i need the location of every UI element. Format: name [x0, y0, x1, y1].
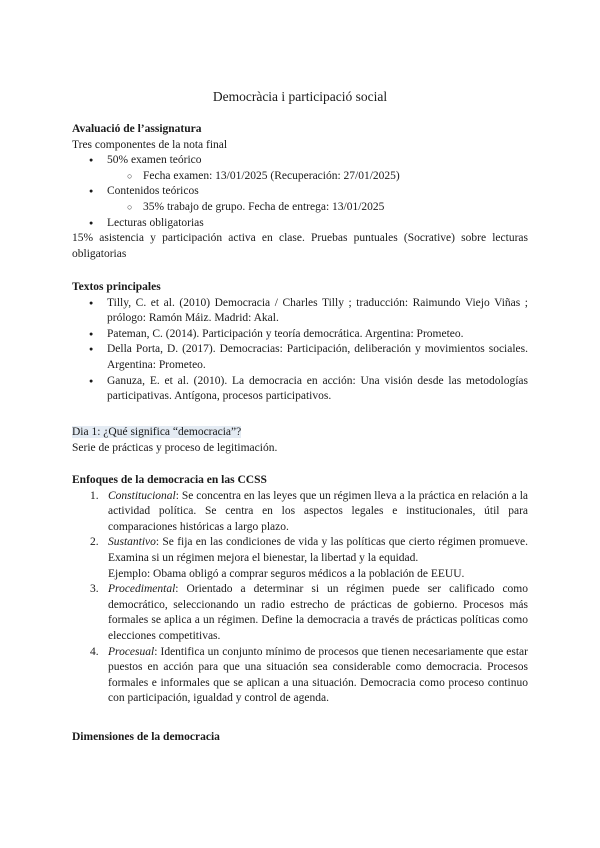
- approach-text: : Se fija en las condiciones de vida y las políticas que cierto régimen promueve. Examina si un régimen mejora el bienestar, la libertad y la equidad.: [108, 536, 528, 564]
- day1-section: [72, 425, 528, 456]
- approach-item: [72, 535, 528, 582]
- approach-term: Procesual: [108, 645, 155, 658]
- evaluation-intro: Tres componentes de la nota final: [72, 138, 228, 151]
- approach-term: Procedimental: [108, 583, 176, 596]
- approaches-heading: Enfoques de la democracia en las CCSS: [72, 474, 267, 486]
- page-title: Democràcia i participació social: [212, 89, 388, 104]
- reference-item: ● Ganuza, E. et al. (2010). La democracia en acción: Una visión desde las metodologías participativas. Antígona, procesos participativos.: [72, 374, 528, 405]
- dimensions-section: [72, 730, 528, 746]
- evaluation-item: ● Lecturas obligatorias: [72, 216, 528, 232]
- approach-text: : Orientado a determinar si un régimen puede ser calificado como democrático, seleccionando un radio estrecho de prácticas de gobierno. Procesos más formales se aplica a un régimen. Define la democracia a través de prácticas políticas como elecciones competitivas.: [108, 583, 528, 642]
- evaluation-subitem: ○ Fecha examen: 13/01/2025 (Recuperación: 27/01/2025): [72, 169, 528, 185]
- approach-item: [72, 645, 528, 707]
- approach-example: Ejemplo: Obama obligó a comprar seguros médicos a la población de EEUU.: [108, 567, 465, 580]
- approach-number: 1.: [90, 489, 99, 502]
- approach-text: : Se concentra en las leyes que un régimen lleva a la práctica en relación a la actividad política. Se centra en los aspectos legales e institucionales, útil para comparaciones históricas a largo plazo.: [108, 489, 528, 533]
- evaluation-note: 15% asistencia y participación activa en clase. Pruebas puntuales (Socrative) sobre lecturas obligatorias: [72, 232, 528, 260]
- evaluation-section: [72, 122, 528, 262]
- reference-item: ● Tilly, C. et al. (2010) Democracia / Charles Tilly ; traducción: Raimundo Viejo Viñas ; prólogo: Ramón Máiz. Madrid: Akal.: [72, 296, 528, 327]
- reference-item: ● Della Porta, D. (2017). Democracias: Participación, deliberación y movimientos sociales. Argentina: Prometeo.: [72, 342, 528, 373]
- evaluation-heading: Avaluació de l’assignatura: [72, 123, 202, 135]
- approach-number: 4.: [90, 645, 99, 658]
- approach-term: Constitucional: [108, 489, 176, 502]
- dimensions-heading: Dimensiones de la democracia: [72, 731, 220, 743]
- approach-item: [72, 489, 528, 536]
- texts-list: [72, 296, 528, 405]
- evaluation-item: ● 50% examen teórico: [72, 153, 528, 169]
- evaluation-subitem: ○ 35% trabajo de grupo. Fecha de entrega: 13/01/2025: [72, 200, 528, 216]
- approach-number: 2.: [90, 536, 99, 549]
- approach-text: : Identifica un conjunto mínimo de procesos que tienen necesariamente que estar puestos en acción para que una situación sea considerable como democracia. Procesos formales e informales que se aplican a una situación. Democracia como proceso continuo con participación, igualdad y control de agenda.: [108, 645, 528, 705]
- evaluation-item: ● Contenidos teóricos: [72, 184, 528, 200]
- approach-term: Sustantivo: [108, 536, 156, 549]
- approach-number: 3.: [90, 583, 99, 596]
- day1-text: Serie de prácticas y proceso de legitimación.: [72, 441, 278, 454]
- approaches-section: [72, 473, 528, 707]
- texts-heading: Textos principales: [72, 281, 161, 293]
- evaluation-list: [72, 153, 528, 231]
- reference-item: ● Pateman, C. (2014). Participación y teoría democrática. Argentina: Prometeo.: [72, 327, 528, 343]
- texts-section: [72, 280, 528, 405]
- approaches-list: [72, 489, 528, 707]
- approach-item: [72, 582, 528, 644]
- day1-heading: Dia 1: ¿Qué significa “democracia”?: [72, 426, 242, 438]
